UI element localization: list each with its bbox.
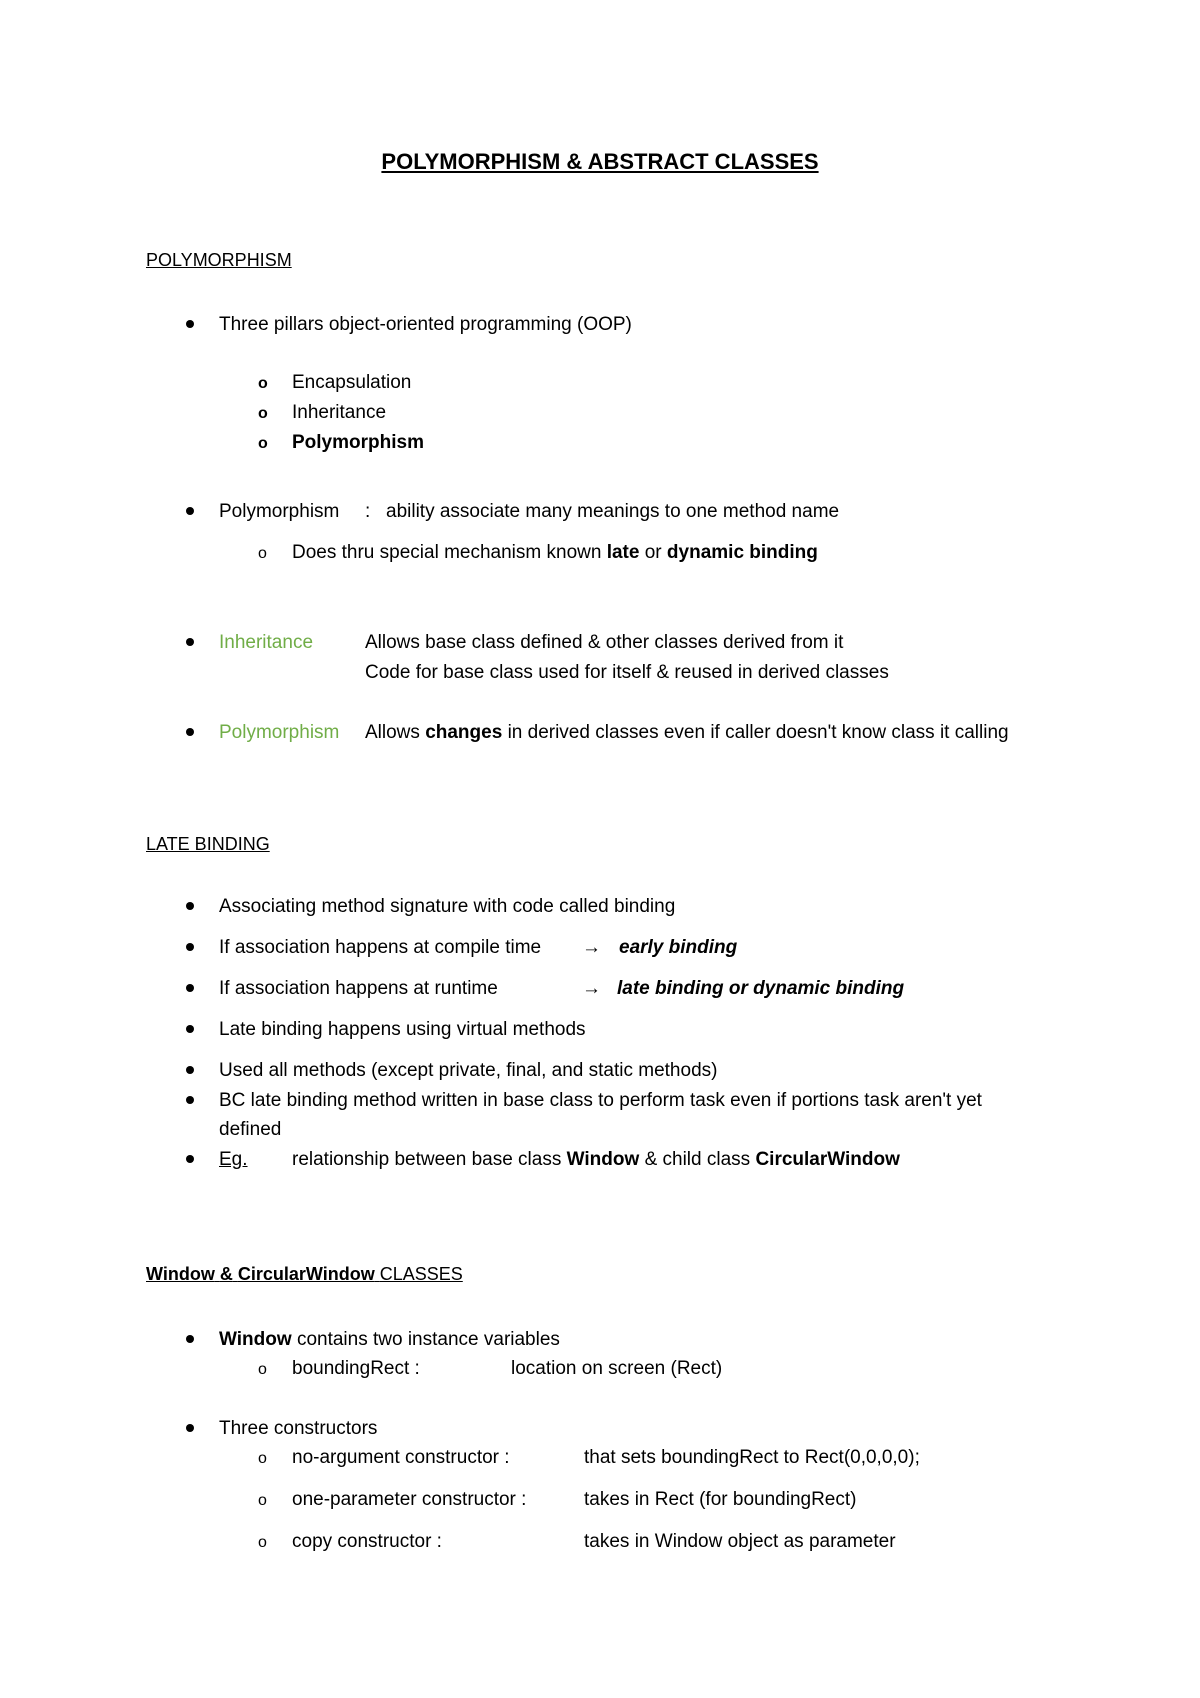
example-amp: & child class	[644, 1149, 751, 1170]
section-heading-late-binding: LATE BINDING	[146, 834, 270, 854]
late-binding-label: late binding or dynamic binding	[617, 978, 905, 999]
bullet-icon	[186, 943, 194, 951]
window-text: contains two instance variables	[296, 1329, 560, 1350]
sub-bullet-icon: o	[258, 435, 268, 452]
section-heading-polymorphism: POLYMORPHISM	[146, 250, 292, 270]
sub-bullet-icon: o	[258, 1492, 267, 1509]
bullet-icon	[186, 1066, 194, 1074]
definition-separator: :	[365, 501, 371, 522]
sub-bullet-icon: o	[258, 1361, 267, 1378]
definition-text: ability associate many meanings to one method name	[386, 501, 840, 522]
polymorphism-term: Polymorphism	[219, 722, 340, 743]
heading-rest: CLASSES	[379, 1264, 463, 1284]
ctor-name: no-argument constructor :	[292, 1447, 510, 1468]
polymorphism-desc	[365, 721, 1009, 745]
late-binding-item: If association happens at compile time	[219, 937, 542, 958]
poly-rest: in derived classes even if caller doesn't know class it calling	[507, 722, 1009, 743]
example-prefix: relationship between base class	[292, 1149, 562, 1170]
inheritance-term: Inheritance	[219, 632, 314, 653]
heading-amp: &	[219, 1264, 233, 1284]
pillar-item: Inheritance	[292, 402, 387, 423]
example-label: Eg.	[219, 1149, 248, 1170]
page-title: POLYMORPHISM & ABSTRACT CLASSES	[381, 149, 819, 174]
window-word: Window	[219, 1329, 292, 1350]
window-vars-line	[219, 1328, 560, 1352]
early-binding-label: early binding	[619, 937, 738, 958]
bullet-icon	[186, 1025, 194, 1033]
bullet-icon	[186, 638, 194, 646]
ctors-intro: Three constructors	[219, 1418, 378, 1439]
sub-bullet-icon: o	[258, 405, 268, 422]
late-binding-item: If association happens at runtime	[219, 978, 498, 999]
example-circular: CircularWindow	[755, 1149, 900, 1170]
bullet-icon	[186, 1335, 194, 1343]
sub-bullet-icon: o	[258, 545, 267, 562]
late-binding-item: Late binding happens using virtual methods	[219, 1019, 586, 1040]
example-window: Window	[566, 1149, 640, 1170]
poly-changes: changes	[425, 722, 503, 743]
mechanism-prefix: Does thru special mechanism known	[292, 542, 602, 563]
heading-window: Window	[146, 1264, 215, 1284]
sub-bullet-icon: o	[258, 375, 268, 392]
mechanism-late: late	[606, 542, 640, 563]
var-name: boundingRect :	[292, 1358, 420, 1379]
ctor-desc: that sets boundingRect to Rect(0,0,0,0);	[584, 1447, 920, 1468]
definition-term: Polymorphism	[219, 501, 340, 522]
sub-bullet-icon: o	[258, 1450, 267, 1467]
ctor-desc: takes in Window object as parameter	[584, 1531, 896, 1552]
late-binding-item-line1: BC late binding method written in base class to perform task even if portions task aren't yet	[219, 1090, 982, 1111]
pillar-item: Polymorphism	[292, 432, 424, 453]
poly-allows: Allows	[365, 722, 420, 743]
inheritance-desc-1: Allows base class defined & other classes derived from it	[365, 632, 844, 653]
mechanism-dynamic: dynamic binding	[666, 542, 818, 563]
sub-bullet-icon: o	[258, 1534, 267, 1551]
ctor-name: copy constructor :	[292, 1531, 442, 1552]
pillars-intro: Three pillars object-oriented programming (OOP)	[219, 314, 632, 335]
bullet-icon	[186, 1155, 194, 1163]
mechanism-or: or	[644, 542, 662, 563]
bullet-icon	[186, 320, 194, 328]
example-text	[292, 1148, 900, 1172]
bullet-icon	[186, 1424, 194, 1432]
bullet-icon	[186, 507, 194, 515]
var-desc: location on screen (Rect)	[511, 1358, 723, 1379]
pillar-item: Encapsulation	[292, 372, 412, 393]
arrow-right-icon: →	[582, 937, 601, 958]
late-binding-item-line2: defined	[219, 1119, 282, 1140]
bullet-icon	[186, 984, 194, 992]
heading-circular: CircularWindow	[237, 1264, 375, 1284]
ctor-name: one-parameter constructor :	[292, 1489, 527, 1510]
arrow-right-icon: →	[582, 978, 601, 999]
late-binding-item: Used all methods (except private, final, and static methods)	[219, 1060, 718, 1081]
late-binding-item: Associating method signature with code called binding	[219, 896, 676, 917]
inheritance-desc-2: Code for base class used for itself & reused in derived classes	[365, 662, 889, 683]
mechanism-line	[292, 541, 818, 565]
ctor-desc: takes in Rect (for boundingRect)	[584, 1489, 857, 1510]
bullet-icon	[186, 728, 194, 736]
bullet-icon	[186, 902, 194, 910]
bullet-icon	[186, 1096, 194, 1104]
section-heading-classes	[146, 1262, 463, 1286]
